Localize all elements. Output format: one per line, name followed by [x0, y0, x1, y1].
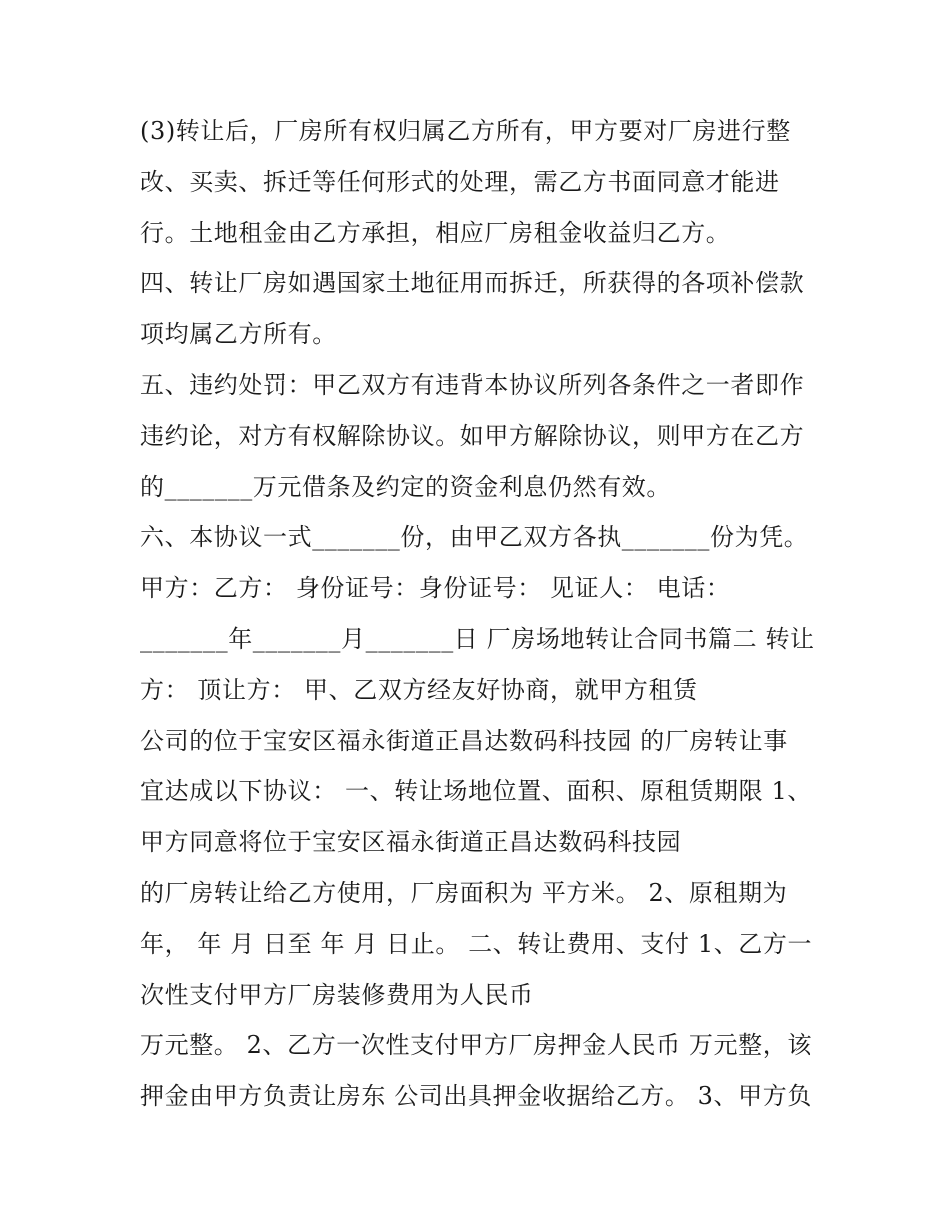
text-line: 押金由甲方负责让房东 公司出具押金收据给乙方。 3、甲方负 — [140, 1082, 812, 1111]
text-line: 宜达成以下协议： 一、转让场地位置、面积、原租赁期限 1、 — [140, 777, 812, 806]
text-line: 六、本协议一式_______份，由甲乙双方各执_______份为凭。 — [140, 523, 809, 552]
text-line: 的厂房转让给乙方使用，厂房面积为 平方米。 2、原租期为 — [140, 878, 788, 907]
text-line: (3)转让后，厂房所有权归属乙方所有，甲方要对厂房进行整 — [140, 117, 791, 145]
text-line: 五、违约处罚：甲乙双方有违背本协议所列各条件之一者即作 — [140, 370, 805, 399]
text-line: 次性支付甲方厂房装修费用为人民币 — [140, 980, 534, 1009]
text-line: 违约论，对方有权解除协议。如甲方解除协议，则甲方在乙方 — [140, 421, 805, 450]
text-line: 的_______万元借条及约定的资金利息仍然有效。 — [140, 472, 671, 501]
text-line: 公司的位于宝安区福永街道正昌达数码科技园 的厂房转让事 — [140, 726, 788, 755]
text-line: 四、转让厂房如遇国家土地征用而拆迁，所获得的各项补偿款 — [140, 269, 805, 298]
document-body — [140, 106, 820, 1122]
text-line: 年， 年 月 日至 年 月 日止。 二、转让费用、支付 1、乙方一 — [140, 929, 813, 958]
text-line: _______年_______月_______日 厂房场地转让合同书篇二 转让 — [140, 624, 815, 653]
text-line: 甲方：乙方： 身份证号：身份证号： 见证人： 电话： — [140, 574, 731, 603]
text-line: 方： 顶让方： 甲、乙双方经友好协商，就甲方租赁 — [140, 675, 698, 704]
text-line: 项均属乙方所有。 — [140, 320, 337, 349]
text-line: 行。土地租金由乙方承担，相应厂房租金收益归乙方。 — [140, 218, 731, 247]
text-line: 改、买卖、拆迁等任何形式的处理，需乙方书面同意才能进 — [140, 167, 780, 196]
text-line: 万元整。 2、乙方一次性支付甲方厂房押金人民币 万元整，该 — [140, 1031, 812, 1060]
text-line: 甲方同意将位于宝安区福永街道正昌达数码科技园 — [140, 828, 682, 857]
